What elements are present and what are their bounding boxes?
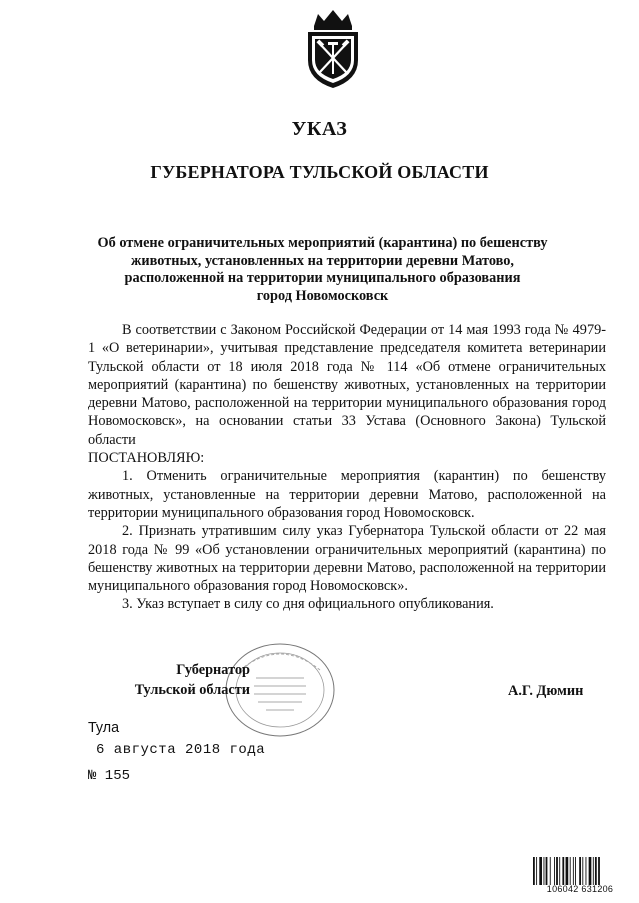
issue-date: 6 августа 2018 года	[96, 742, 266, 758]
barcode-bar	[573, 857, 574, 885]
barcode-bar	[579, 857, 581, 885]
barcode-bar	[554, 857, 555, 885]
document-type-title: УКАЗ	[291, 118, 348, 140]
barcode-bar	[559, 857, 560, 885]
subject-line: Об отмене ограничительных мероприятий (карантина) по бешенству	[97, 235, 548, 251]
decree-item: 2. Признать утратившим силу указ Губернатора Тульской области от 22 мая 2018 года № 99 «Об установлении ограничительных мероприятий (карантина) по бешенству животных на территории деревни Матово, расположенной на территории муниципального образования город Новомосковск».	[88, 523, 606, 595]
decree-item: 1. Отменить ограничительные мероприятия (карантин) по бешенству животных, установленные на территории деревни Матово, расположенной на территории муниципального образования город Новомосковск.	[88, 468, 606, 521]
barcode-bar	[546, 857, 548, 885]
signer-position-line: Губернатор	[176, 662, 250, 678]
barcode-bar	[593, 857, 594, 885]
decree-subject	[80, 235, 565, 305]
barcode-bar	[575, 857, 576, 885]
subject-line: город Новомосковск	[256, 287, 389, 304]
barcode-bar	[589, 857, 592, 885]
decree-number: № 155	[88, 768, 131, 784]
decree-word: ПОСТАНОВЛЯЮ:	[88, 450, 205, 467]
barcode-digits: 106042 631206	[546, 884, 614, 894]
issue-place: Тула	[88, 720, 120, 736]
signer-position	[118, 660, 250, 700]
barcode-bar	[533, 857, 535, 885]
signer-name: А.Г. Дюмин	[508, 683, 584, 699]
signer-position-line: Тульской области	[134, 682, 250, 698]
subject-line: расположенной на территории муниципального образования	[124, 270, 521, 286]
barcode-bar	[570, 857, 571, 885]
preamble-paragraph: В соответствии с Законом Российской Федерации от 14 мая 1993 года № 4979-1 «О ветеринарии», учитывая представление председателя комитета ветеринарии Тульской области от 18 июля 2018 года № 114 «Об отмене ограничительных мероприятий (карантина) по бешенству животных, установленных на территории деревни Матово, расположенной на территории муниципального образования город Новомосковск», на основании статьи 33 Устава (Основного Закона) Тульской области	[88, 322, 606, 448]
barcode-bar	[544, 857, 545, 885]
barcode-bar	[586, 857, 587, 885]
subject-line: животных, установленных на территории деревни Матово,	[131, 252, 514, 269]
decree-body	[88, 321, 606, 614]
barcode-bar	[582, 857, 583, 885]
barcode-bar	[536, 857, 537, 885]
barcode-bar	[566, 857, 569, 885]
tula-coat-of-arms-icon	[300, 8, 366, 90]
barcode-bar	[556, 857, 558, 885]
barcode-bar	[539, 857, 542, 885]
barcode-bar	[550, 857, 551, 885]
barcode-bar	[562, 857, 564, 885]
barcode-bar	[598, 857, 600, 885]
issuer-title: ГУБЕРНАТОРА ТУЛЬСКОЙ ОБЛАСТИ	[150, 162, 489, 182]
barcode-bar	[595, 857, 597, 885]
decree-item: 3. Указ вступает в силу со дня официального опубликования.	[122, 596, 494, 613]
